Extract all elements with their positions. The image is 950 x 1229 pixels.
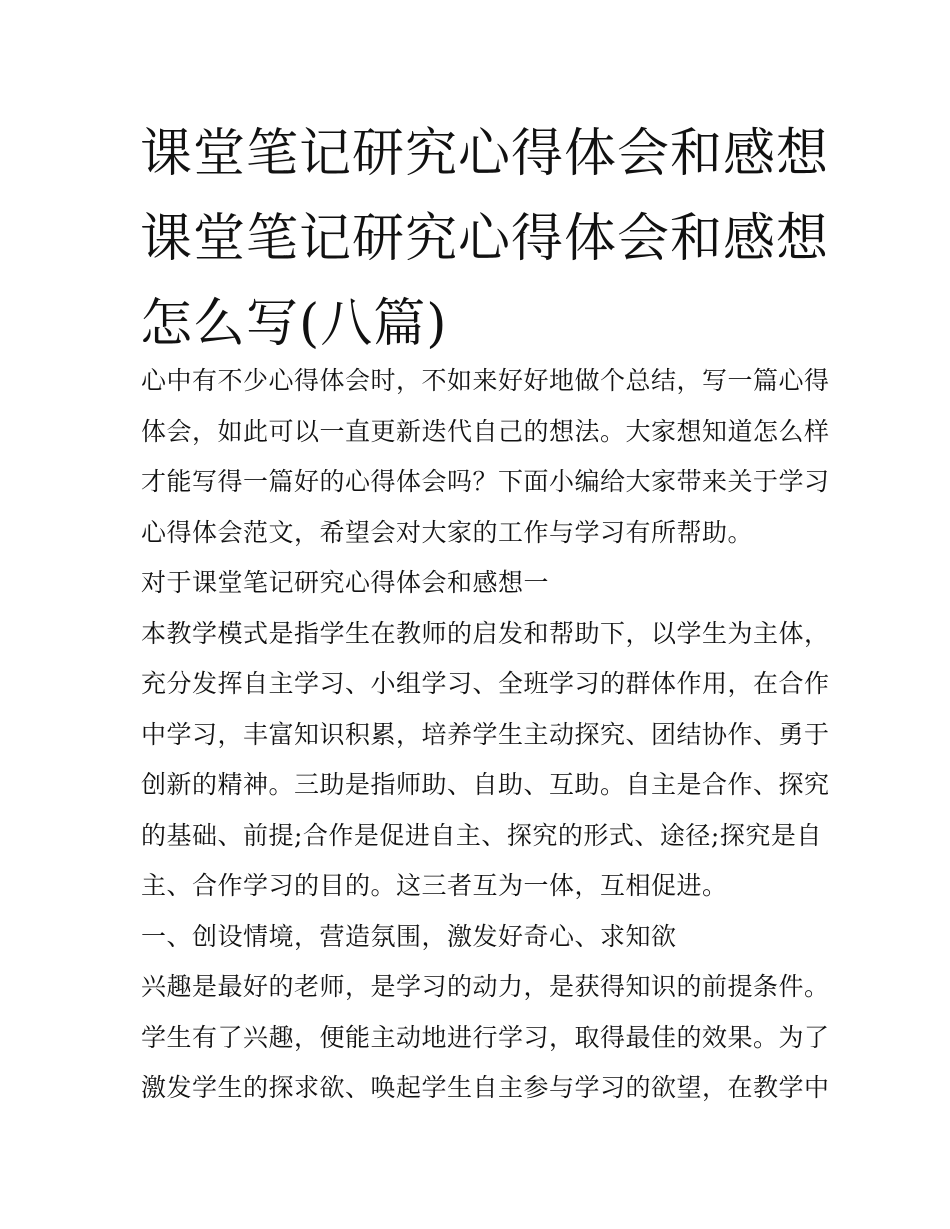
section-heading: 对于课堂笔记研究心得体会和感想一 xyxy=(141,568,550,597)
document-title xyxy=(140,112,830,367)
subsection-heading: 一、创设情境，营造氛围，激发好奇心、求知欲 xyxy=(141,921,677,951)
body-paragraph-line: 中学习，丰富知识积累，培养学生主动探究、团结协作、勇于 xyxy=(141,719,830,749)
intro-paragraph-line: 心中有不少心得体会时，不如来好好地做个总结，写一篇心得 xyxy=(141,366,830,395)
title-line: 课堂笔记研究心得体会和感想 xyxy=(140,209,830,269)
title-line: 怎么写(八篇) xyxy=(140,294,448,354)
body-paragraph-line: 学生有了兴趣，便能主动地进行学习，取得最佳的效果。为了 xyxy=(141,1022,830,1052)
document-body xyxy=(141,356,830,1114)
title-line: 课堂笔记研究心得体会和感想 xyxy=(140,124,830,184)
body-paragraph-line: 激发学生的探求欲、唤起学生自主参与学习的欲望，在教学中 xyxy=(141,1073,830,1102)
intro-paragraph-line: 心得体会范文，希望会对大家的工作与学习有所帮助。 xyxy=(141,517,754,547)
body-paragraph-line: 主、合作学习的目的。这三者互为一体，互相促进。 xyxy=(141,871,728,900)
body-paragraph-line: 本教学模式是指学生在教师的启发和帮助下，以学生为主体， xyxy=(141,618,830,648)
body-paragraph-line: 的基础、前提;合作是促进自主、探究的形式、途径;探究是自 xyxy=(141,820,822,850)
body-paragraph-line: 充分发挥自主学习、小组学习、全班学习的群体作用，在合作 xyxy=(141,669,830,698)
intro-paragraph-line: 才能写得一篇好的心得体会吗？下面小编给大家带来关于学习 xyxy=(141,467,830,496)
body-paragraph-line: 创新的精神。三助是指师助、自助、互助。自主是合作、探究 xyxy=(141,770,830,799)
intro-paragraph-line: 体会，如此可以一直更新迭代自己的想法。大家想知道怎么样 xyxy=(141,416,830,446)
body-paragraph-line: 兴趣是最好的老师，是学习的动力，是获得知识的前提条件。 xyxy=(141,972,830,1001)
